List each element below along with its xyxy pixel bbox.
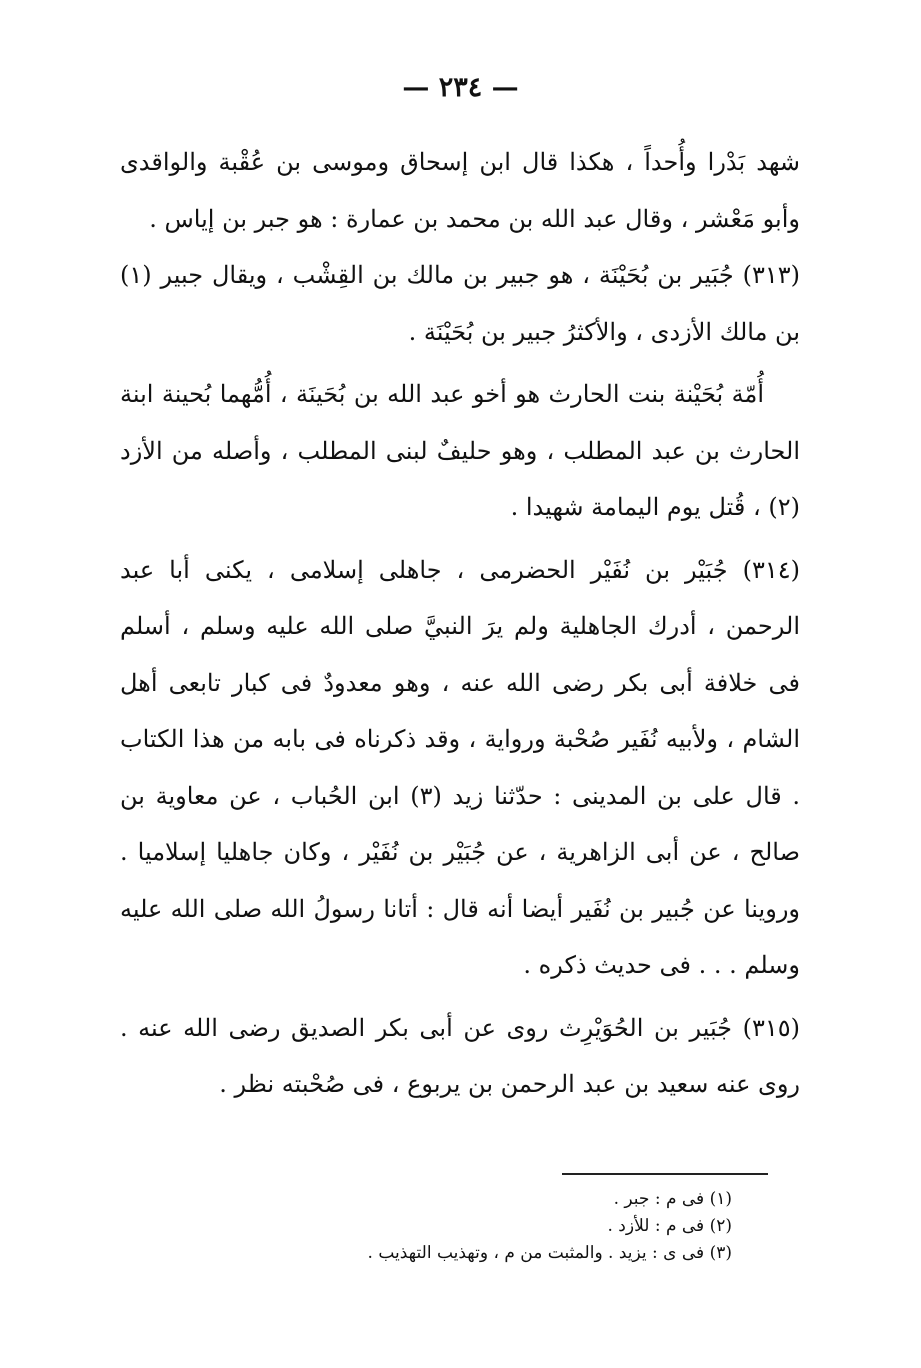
footnotes xyxy=(300,1186,732,1267)
entry-315: (٣١٥) جُبَير بن الحُوَيْرِث روى عن أبى بكر الصديق رضى الله عنه . روى عنه سعيد بن عبد الرحمن بن يربوع ، فى صُحْبته نظر . xyxy=(120,1013,800,1098)
entry-313: (٣١٣) جُبَير بن بُحَيْنَة ، هو جبير بن مالك بن القِشْب ، ويقال جبير (١) بن مالك الأزدى ، والأكثرُ جبير بن بُحَيْنَة . xyxy=(120,261,800,346)
footnote-divider xyxy=(562,1173,768,1175)
footnote-1: (١) فى م : جبر . xyxy=(613,1189,732,1209)
page-number: — ٢٣٤ — xyxy=(402,72,519,103)
footnote-2: (٢) فى م : للأزد . xyxy=(607,1216,732,1236)
main-text xyxy=(120,134,800,1113)
entry-314: (٣١٤) جُبَيْر بن نُفَيْر الحضرمى ، جاهلى إسلامى ، يكنى أبا عبد الرحمن ، أدرك الجاهلية ولم يرَ النبيَّ صلى الله عليه وسلم ، أسلم فى خلافة أبى بكر رضى الله عنه ، وهو معدودٌ فى كبار تابعى أهل الشام ، ولأبيه نُفَير صُحْبة ورواية ، وقد ذكرناه فى بابه من هذا الكتاب . قال على بن المدينى : حدّثنا زيد (٣) ابن الحُباب ، عن معاوية بن صالح ، عن أبى الزاهرية ، عن جُبَيْر بن نُفَيْر ، وكان جاهليا إسلاميا . وروينا عن جُبير بن نُفَير أيضا أنه قال : أتانا رسولُ الله صلى الله عليه وسلم . . . فى حديث ذكره . xyxy=(120,555,801,979)
entry-313-continued: أُمّة بُحَيْنة بنت الحارث هو أخو عبد الله بن بُحَينَة ، أُمُّهما بُحينة ابنة الحارث بن عبد المطلب ، وهو حليفٌ لبنى المطلب ، وأصله من الأزد (٢) ، قُتل يوم اليمامة شهيدا . xyxy=(120,380,800,521)
paragraph-intro: شهد بَدْرا وأُحداً ، هكذا قال ابن إسحاق وموسى بن عُقْبة والواقدى وأبو مَعْشر ، وقال عبد الله بن محمد بن عمارة : هو جبر بن إياس . xyxy=(120,148,800,233)
footnote-3: (٣) فى ى : يزيد . والمثبت من م ، وتهذيب التهذيب . xyxy=(367,1243,732,1263)
